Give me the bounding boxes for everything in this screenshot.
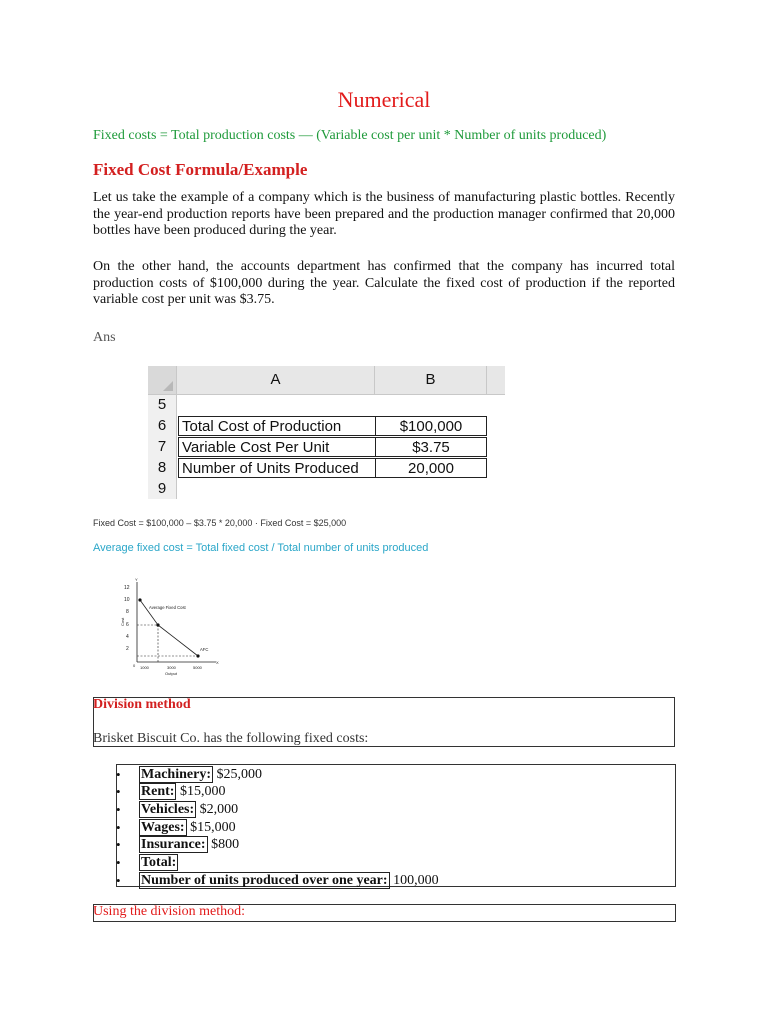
curve-label: Average Fixed Cost <box>149 605 186 610</box>
row-number: 8 <box>157 459 167 476</box>
y-tick-label: 8 <box>126 609 129 615</box>
cell-a6: Total Cost of Production <box>178 416 376 436</box>
afc-curve-segment <box>140 600 158 625</box>
cost-label: Vehicles: <box>141 802 195 817</box>
bullet-icon: • <box>116 820 121 835</box>
division-method-heading: Division method <box>93 697 191 712</box>
x-axis-label: Output <box>165 671 178 676</box>
brisket-intro-text: Brisket Biscuit Co. has the following fixed costs: <box>93 731 369 746</box>
cost-label: Number of units produced over one year: <box>141 873 388 888</box>
column-header-b: B <box>375 366 487 394</box>
y-tick-label: 12 <box>124 585 130 591</box>
cost-value: $2,000 <box>196 802 239 817</box>
answer-label: Ans <box>93 330 116 345</box>
using-division-text: Using the division method: <box>93 904 246 919</box>
cell-b7: $3.75 <box>375 437 487 457</box>
data-point <box>156 623 159 626</box>
cost-label: Wages: <box>141 820 185 835</box>
column-header-a: A <box>177 366 375 394</box>
average-fixed-cost-graph <box>118 576 228 680</box>
fixed-cost-calculation: Fixed Cost = $100,000 – $3.75 * 20,000 · Fixed Cost = $25,000 <box>93 518 347 528</box>
origin-label: 0 <box>133 663 136 668</box>
bullet-icon: • <box>116 784 121 799</box>
cost-value: $25,000 <box>212 767 262 782</box>
cost-value: $800 <box>207 837 240 852</box>
bullet-icon: • <box>116 802 121 817</box>
bullet-icon: • <box>116 767 121 782</box>
bullet-icon: • <box>116 837 121 852</box>
cost-label: Machinery: <box>141 767 211 782</box>
row-number: 9 <box>157 480 167 497</box>
cell-b8: 20,000 <box>375 458 487 478</box>
cell-a7: Variable Cost Per Unit <box>178 437 376 457</box>
fixed-cost-formula: Fixed costs = Total production costs — (Variable cost per unit * Number of units produced) <box>93 128 607 143</box>
bullet-icon: • <box>116 873 121 888</box>
y-tick-label: 4 <box>126 634 129 640</box>
cell-a8: Number of Units Produced <box>178 458 376 478</box>
data-point <box>196 654 199 657</box>
row-number: 6 <box>157 417 167 434</box>
cost-label: Total: <box>141 855 177 870</box>
cost-label: Rent: <box>141 784 175 799</box>
afc-label: AFC <box>200 647 209 652</box>
y-tick-label: 10 <box>124 597 130 603</box>
x-tick-label: 1000 <box>140 665 149 670</box>
cost-value: $15,000 <box>186 820 236 835</box>
cost-label: Insurance: <box>141 837 206 852</box>
y-axis-label: Cost <box>120 617 125 626</box>
spreadsheet-image <box>148 366 505 499</box>
y-tick-label: 2 <box>126 646 129 652</box>
x-axis-letter: X <box>216 660 219 665</box>
data-point <box>138 598 141 601</box>
y-tick-label: 6 <box>126 622 129 628</box>
y-axis-letter: Y <box>135 577 138 582</box>
cost-value: $15,000 <box>176 784 226 799</box>
average-fixed-cost-formula: Average fixed cost = Total fixed cost / Total number of units produced <box>93 542 429 554</box>
page-title: Numerical <box>337 87 431 112</box>
row-number: 7 <box>157 438 167 455</box>
select-all-corner <box>148 366 177 394</box>
afc-curve-segment <box>158 625 198 656</box>
cost-value: 100,000 <box>389 873 439 888</box>
example-paragraph-2: On the other hand, the accounts department has confirmed that the company has incurred total production costs of $100,000 during the year. Calculate the fixed cost of production if the reported variable cost per unit was $3.75. <box>93 259 675 307</box>
row-header-strip <box>148 395 177 499</box>
cell-b6: $100,000 <box>375 416 487 436</box>
x-tick-label: 5000 <box>193 665 202 670</box>
section-heading: Fixed Cost Formula/Example <box>93 160 308 179</box>
bullet-icon: • <box>116 855 121 870</box>
example-paragraph-1: Let us take the example of a company which is the business of manufacturing plastic bottles. Recently the year-end production reports have been prepared and the production manager confirmed that 20,000 bottles have been produced during the year. <box>93 190 675 238</box>
x-tick-label: 3000 <box>167 665 176 670</box>
row-number: 5 <box>157 396 167 413</box>
